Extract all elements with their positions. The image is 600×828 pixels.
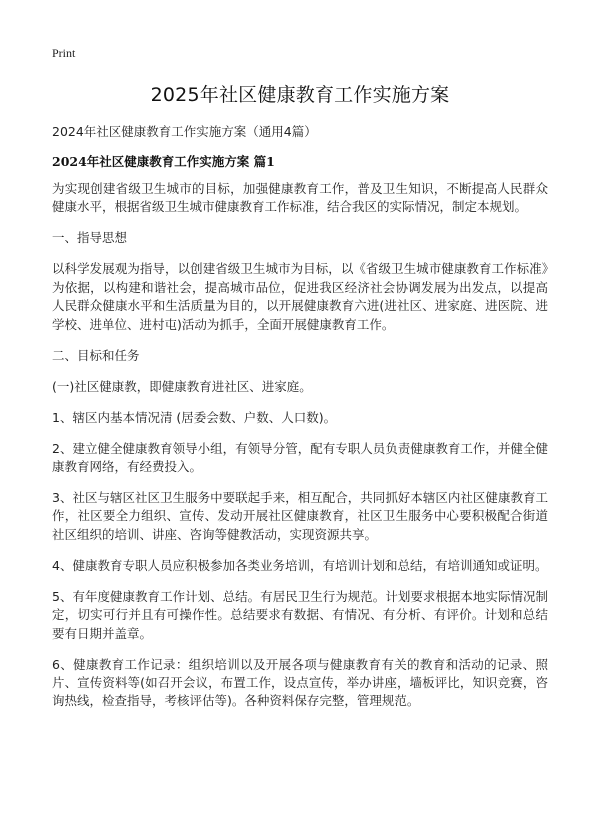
paragraph-guiding-principle: 以科学发展观为指导，以创建省级卫生城市为目标，以《省级卫生城市健康教育工作标准》为依据，以构建和谐社会，提高城市品位，促进我区经济社会协调发展为出发点，以提高人民群众健康水平和生活质量为目的，以开展健康教育六进(进社区、进家庭、进医院、进学校、进单位、进村屯)活动为抓手，全面开展健康教育工作。 (52, 261, 548, 332)
document-subtitle: 2024年社区健康教育工作实施方案（通用4篇） (52, 124, 317, 139)
heading-guiding-principle: 一、指导思想 (52, 230, 128, 246)
list-item-6: 6、健康教育工作记录：组织培训以及开展各项与健康教育有关的教育和活动的记录、照片、宣传资料等(如召开会议，布置工作，设点宣传，举办讲座，墙板评比，知识竞赛，咨询热线，检查指导，考核评估等)。各种资料保存完整，管理规范。 (52, 656, 548, 709)
section-heading: 2024年社区健康教育工作实施方案 篇1 (52, 154, 275, 169)
print-label: Print (52, 46, 76, 60)
paragraph-community-health: (一)社区健康教，即健康教育进社区、进家庭。 (52, 378, 312, 394)
heading-goals-tasks: 二、目标和任务 (52, 347, 140, 363)
document-body (52, 180, 548, 723)
list-item-4: 4、健康教育专职人员应积极参加各类业务培训，有培训计划和总结，有培训通知或证明。 (52, 557, 548, 573)
list-item-3: 3、社区与辖区社区卫生服务中要联起手来，相互配合，共同抓好本辖区内社区健康教育工作，社区要全力组织、宣传、发动开展社区健康教育，社区卫生服务中心要积极配合街道社区组织的培训、讲座、咨询等健教活动，实现资源共享。 (52, 490, 548, 542)
page-title: 2025年社区健康教育工作实施方案 (150, 84, 450, 106)
list-item-5: 5、有年度健康教育工作计划、总结。有居民卫生行为规范。计划要求根据本地实际情况制定，切实可行并且有可操作性。总结要求有数据、有情况、有分析、有评价。计划和总结要有日期并盖章。 (52, 588, 548, 641)
paragraph-intro: 为实现创建省级卫生城市的目标，加强健康教育工作，普及卫生知识，不断提高人民群众健康水平，根据省级卫生城市健康教育工作标准，结合我区的实际情况，制定本规划。 (52, 181, 548, 215)
list-item-1: 1、辖区内基本情况清 (居委会数、户数、人口数)。 (52, 409, 337, 425)
list-item-2: 2、建立健全健康教育领导小组，有领导分管，配有专职人员负责健康教育工作，并健全健康教育网络，有经费投入。 (52, 440, 548, 475)
